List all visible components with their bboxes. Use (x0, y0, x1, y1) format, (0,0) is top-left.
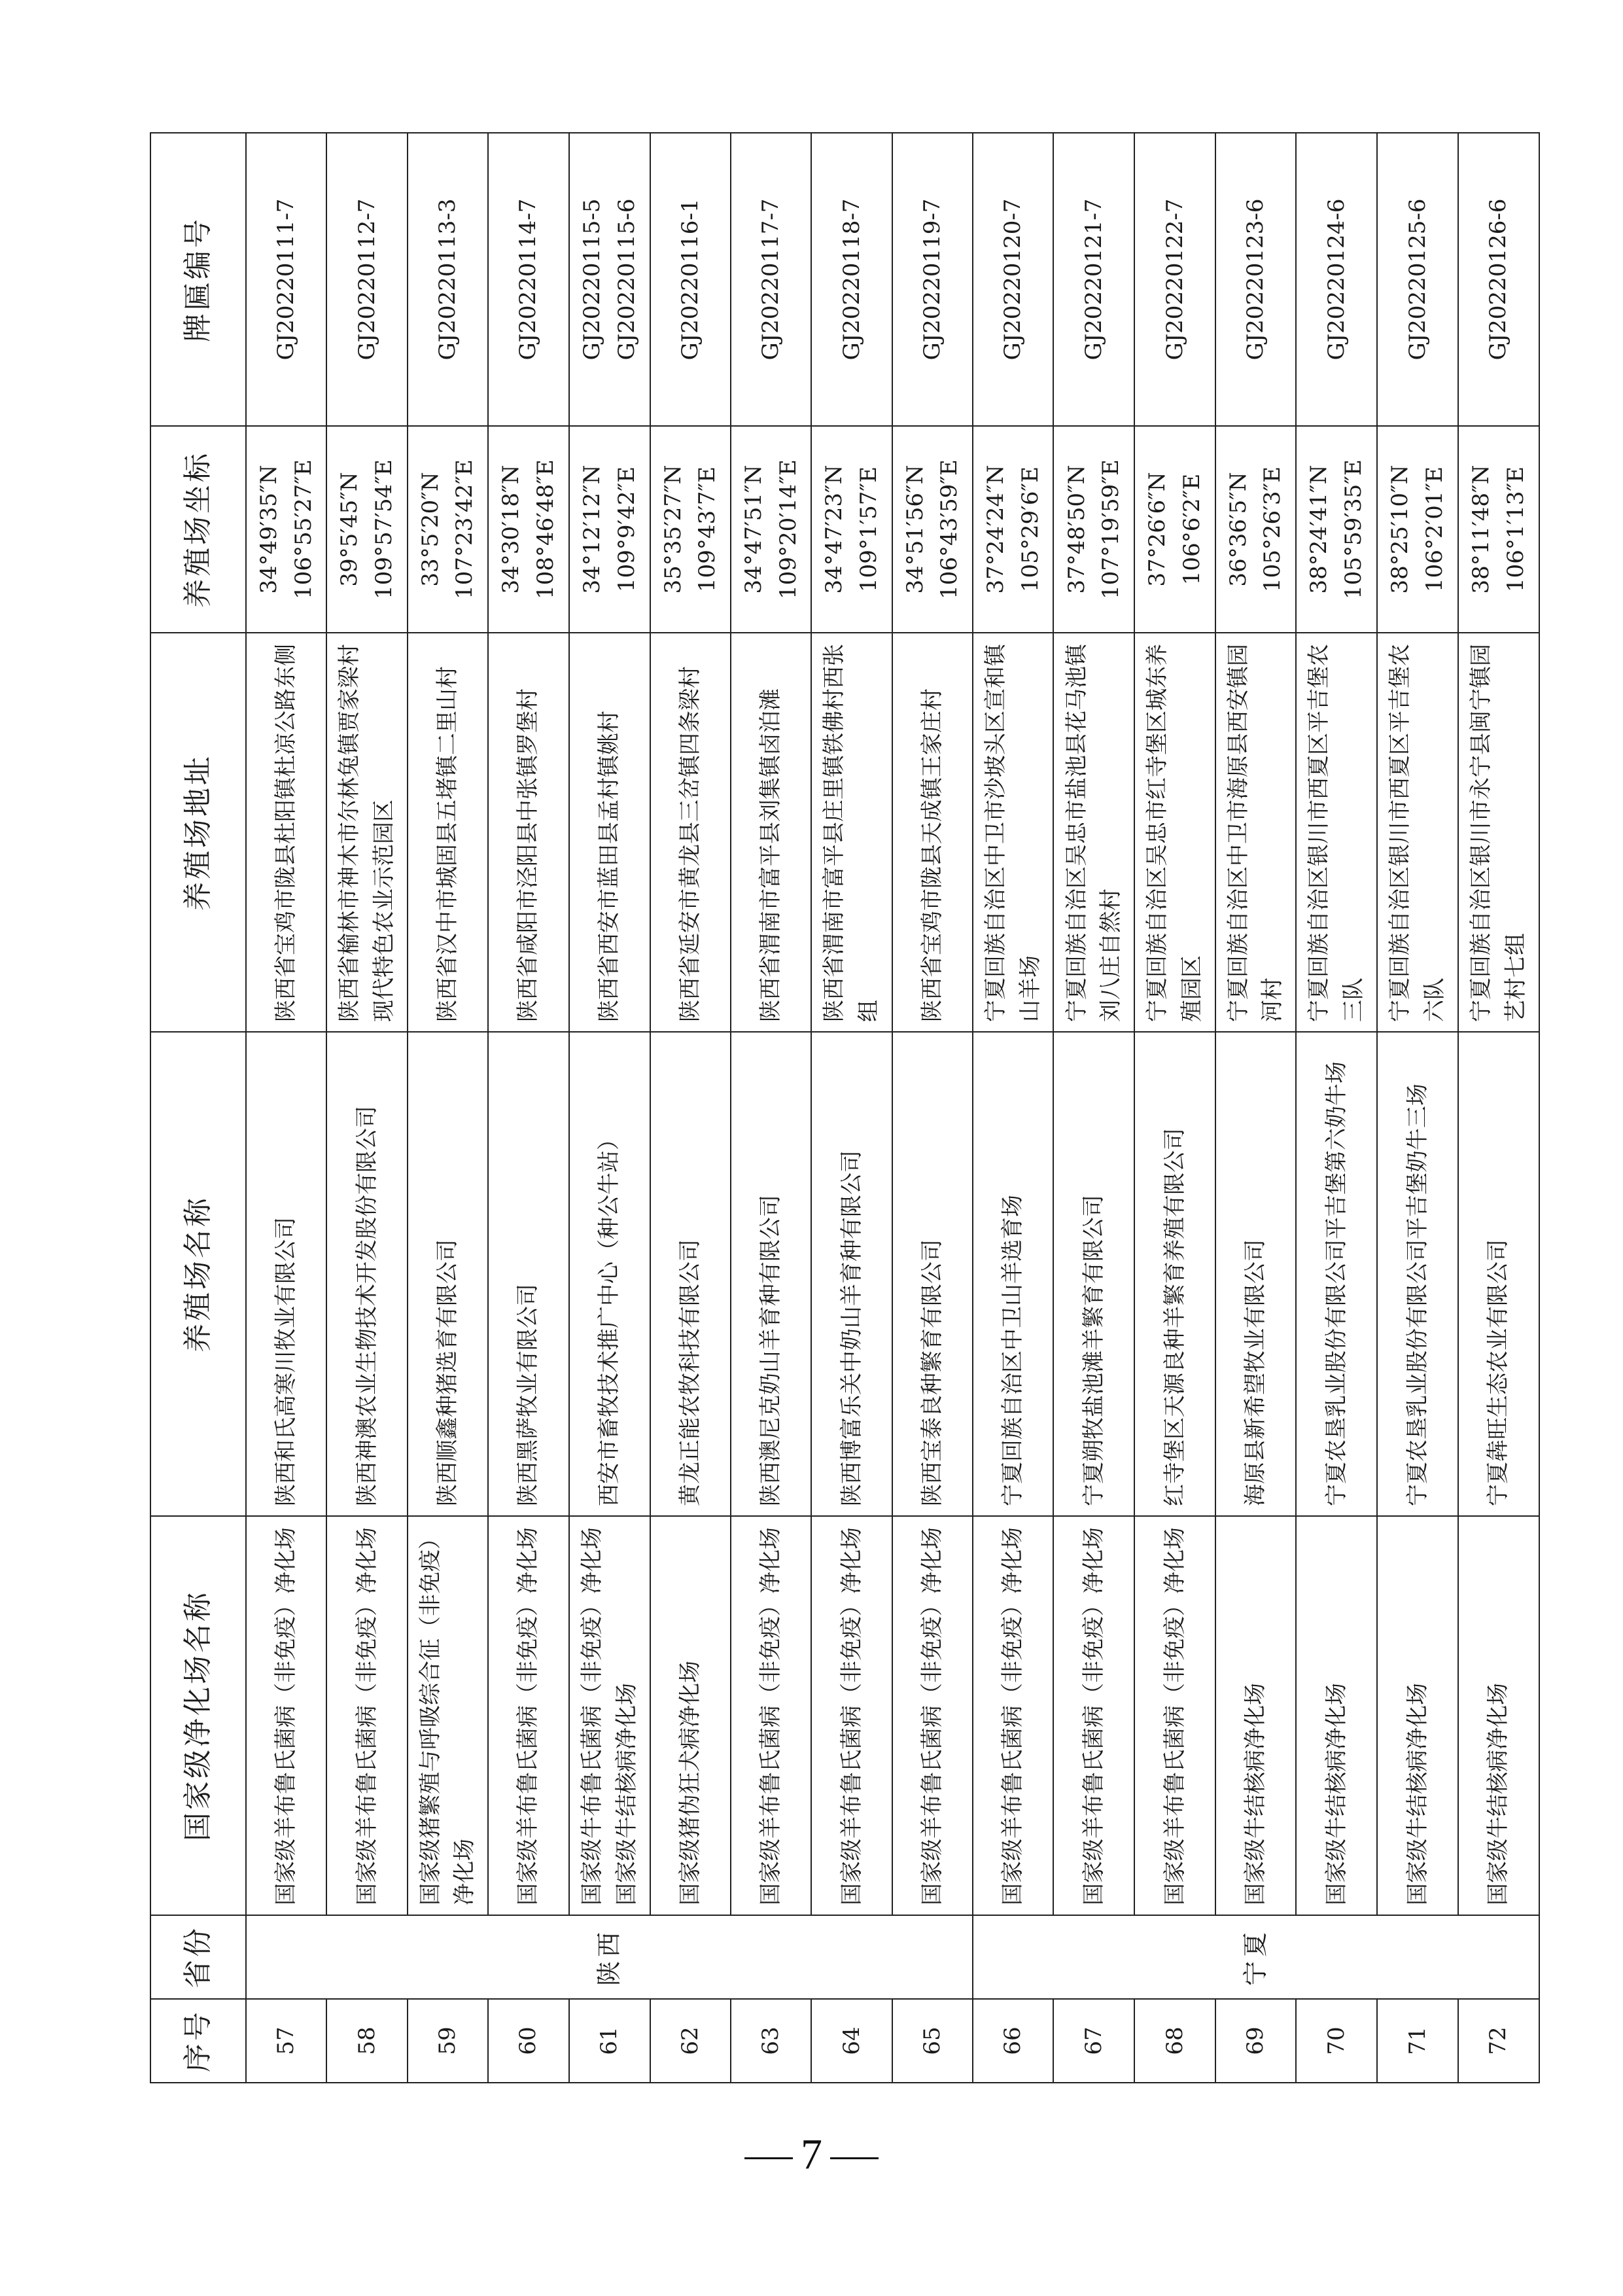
table-row (246, 133, 326, 2083)
cell-province: 宁夏 (973, 1915, 1539, 1999)
cell-farm-type: 国家级羊布鲁氏菌病（非免疫）净化场 (811, 1516, 892, 1915)
cell-plaque: GJ20220112-7 (326, 133, 407, 426)
cell-address: 陕西省汉中市城固县五堵镇二里山村 (408, 633, 488, 1032)
cell-no: 62 (650, 1999, 731, 2083)
cell-plaque: GJ20220121-7 (1053, 133, 1134, 426)
cell-address: 宁夏回族自治区银川市西夏区平吉堡农六队 (1377, 633, 1458, 1032)
cell-no: 58 (326, 1999, 407, 2083)
cell-address: 陕西省渭南市富平县庄里镇铁佛村西张组 (811, 633, 892, 1032)
cell-coords: 34°30′18″N 108°46′48″E (488, 426, 568, 633)
table-row (973, 133, 1053, 2083)
cell-farm-type: 国家级牛布鲁氏菌病（非免疫）净化场 国家级牛结核病净化场 (569, 1516, 650, 1915)
cell-no: 65 (892, 1999, 973, 2083)
cell-farm-type: 国家级牛结核病净化场 (1458, 1516, 1539, 1915)
cell-plaque: GJ20220116-1 (650, 133, 731, 426)
cell-farm-type: 国家级猪繁殖与呼吸综合征（非免疫）净化场 (408, 1516, 488, 1915)
page-number (0, 2130, 1623, 2180)
cell-address: 陕西省宝鸡市陇县杜阳镇杜凉公路东侧 (246, 633, 326, 1032)
cell-farm-name: 陕西澳尼克奶山羊育种有限公司 (731, 1032, 811, 1516)
cell-farm-name: 陕西和氏高寒川牧业有限公司 (246, 1032, 326, 1516)
header-coords: 养殖场坐标 (150, 426, 246, 633)
cell-farm-name: 宁夏回族自治区中卫山羊选育场 (973, 1032, 1053, 1516)
table-body (246, 133, 1539, 2083)
cell-no: 64 (811, 1999, 892, 2083)
page-number-dash-right (830, 2157, 879, 2159)
cell-plaque: GJ20220114-7 (488, 133, 568, 426)
table-row (1053, 133, 1134, 2083)
page-number-dash-left (744, 2157, 793, 2159)
header-province: 省份 (150, 1915, 246, 1999)
cell-coords: 34°47′51″N 109°20′14″E (731, 426, 811, 633)
table-row (1215, 133, 1296, 2083)
cell-farm-name: 陕西神澳农业生物技术开发股份有限公司 (326, 1032, 407, 1516)
cell-coords: 37°24′24″N 105°29′6″E (973, 426, 1053, 633)
table-row (1296, 133, 1377, 2083)
table-row (731, 133, 811, 2083)
cell-address: 陕西省榆林市神木市尔林兔镇贾家梁村现代特色农业示范园区 (326, 633, 407, 1032)
cell-coords: 37°26′6″N 106°6′2″E (1134, 426, 1215, 633)
cell-no: 69 (1215, 1999, 1296, 2083)
table-row (488, 133, 568, 2083)
cell-plaque: GJ20220126-6 (1458, 133, 1539, 426)
cell-plaque: GJ20220124-6 (1296, 133, 1377, 426)
cell-plaque: GJ20220117-7 (731, 133, 811, 426)
cell-address: 宁夏回族自治区中卫市海原县西安镇园河村 (1215, 633, 1296, 1032)
header-address: 养殖场地址 (150, 633, 246, 1032)
cell-farm-name: 宁夏犇旺生态农业有限公司 (1458, 1032, 1539, 1516)
cell-no: 61 (569, 1999, 650, 2083)
cell-plaque: GJ20220125-6 (1377, 133, 1458, 426)
cell-plaque: GJ20220123-6 (1215, 133, 1296, 426)
cell-coords: 38°11′48″N 106°1′13″E (1458, 426, 1539, 633)
cell-plaque: GJ20220118-7 (811, 133, 892, 426)
cell-no: 63 (731, 1999, 811, 2083)
table-row (811, 133, 892, 2083)
cell-farm-type: 国家级羊布鲁氏菌病（非免疫）净化场 (892, 1516, 973, 1915)
header-farm-name: 养殖场名称 (150, 1032, 246, 1516)
cell-coords: 38°25′10″N 106°2′01″E (1377, 426, 1458, 633)
cell-province: 陕西 (246, 1915, 973, 1999)
cell-no: 68 (1134, 1999, 1215, 2083)
header-farm-type: 国家级净化场名称 (150, 1516, 246, 1915)
cell-coords: 39°5′45″N 109°57′54″E (326, 426, 407, 633)
cell-coords: 35°35′27″N 109°43′7″E (650, 426, 731, 633)
cell-farm-type: 国家级牛结核病净化场 (1296, 1516, 1377, 1915)
cell-coords: 38°24′41″N 105°59′35″E (1296, 426, 1377, 633)
cell-farm-name: 宁夏农垦乳业股份有限公司平吉堡奶牛三场 (1377, 1032, 1458, 1516)
purification-farm-table (150, 132, 1540, 2083)
table-row (326, 133, 407, 2083)
cell-coords: 34°51′56″N 106°43′59″E (892, 426, 973, 633)
cell-address: 陕西省延安市黄龙县三岔镇四条梁村 (650, 633, 731, 1032)
cell-farm-type: 国家级牛结核病净化场 (1215, 1516, 1296, 1915)
table-row (1134, 133, 1215, 2083)
cell-no: 66 (973, 1999, 1053, 2083)
cell-farm-name: 陕西黑萨牧业有限公司 (488, 1032, 568, 1516)
cell-plaque: GJ20220120-7 (973, 133, 1053, 426)
cell-farm-type: 国家级羊布鲁氏菌病（非免疫）净化场 (1134, 1516, 1215, 1915)
cell-address: 陕西省咸阳市泾阳县中张镇罗堡村 (488, 633, 568, 1032)
cell-plaque: GJ20220111-7 (246, 133, 326, 426)
cell-farm-name: 宁夏农垦乳业股份有限公司平吉堡第六奶牛场 (1296, 1032, 1377, 1516)
cell-farm-name: 红寺堡区天源良种羊繁育养殖有限公司 (1134, 1032, 1215, 1516)
cell-farm-type: 国家级羊布鲁氏菌病（非免疫）净化场 (973, 1516, 1053, 1915)
cell-coords: 36°36′5″N 105°26′3″E (1215, 426, 1296, 633)
cell-farm-type: 国家级羊布鲁氏菌病（非免疫）净化场 (488, 1516, 568, 1915)
cell-coords: 34°47′23″N 109°1′57″E (811, 426, 892, 633)
table-header-row (150, 133, 246, 2083)
cell-farm-type: 国家级羊布鲁氏菌病（非免疫）净化场 (731, 1516, 811, 1915)
cell-address: 宁夏回族自治区吴忠市红寺堡区城东养殖园区 (1134, 633, 1215, 1032)
cell-farm-name: 西安市畜牧技术推广中心（种公牛站） (569, 1032, 650, 1516)
cell-address: 陕西省西安市蓝田县孟村镇姚村 (569, 633, 650, 1032)
table-row (569, 133, 650, 2083)
table-row (892, 133, 973, 2083)
cell-farm-name: 黄龙正能农牧科技有限公司 (650, 1032, 731, 1516)
cell-farm-type: 国家级羊布鲁氏菌病（非免疫）净化场 (1053, 1516, 1134, 1915)
header-no: 序号 (150, 1999, 246, 2083)
rotated-table-wrapper (150, 133, 1529, 2083)
cell-no: 72 (1458, 1999, 1539, 2083)
cell-coords: 34°49′35″N 106°55′27″E (246, 426, 326, 633)
cell-coords: 34°12′12″N 109°9′42″E (569, 426, 650, 633)
cell-plaque: GJ20220115-5 GJ20220115-6 (569, 133, 650, 426)
table-row (650, 133, 731, 2083)
cell-farm-name: 宁夏朔牧盐池滩羊繁育有限公司 (1053, 1032, 1134, 1516)
cell-farm-name: 陕西顺鑫种猪选育有限公司 (408, 1032, 488, 1516)
cell-address: 宁夏回族自治区吴忠市盐池县花马池镇刘八庄自然村 (1053, 633, 1134, 1032)
cell-no: 70 (1296, 1999, 1377, 2083)
cell-farm-name: 陕西博富乐关中奶山羊育种有限公司 (811, 1032, 892, 1516)
cell-address: 陕西省宝鸡市陇县天成镇王家庄村 (892, 633, 973, 1032)
cell-no: 67 (1053, 1999, 1134, 2083)
cell-plaque: GJ20220119-7 (892, 133, 973, 426)
cell-coords: 33°5′20″N 107°23′42″E (408, 426, 488, 633)
cell-no: 71 (1377, 1999, 1458, 2083)
table-row (1458, 133, 1539, 2083)
cell-farm-name: 海原县新希望牧业有限公司 (1215, 1032, 1296, 1516)
cell-no: 59 (408, 1999, 488, 2083)
cell-farm-type: 国家级猪伪狂犬病净化场 (650, 1516, 731, 1915)
header-plaque: 牌匾编号 (150, 133, 246, 426)
cell-address: 陕西省渭南市富平县刘集镇卤泊滩 (731, 633, 811, 1032)
cell-farm-type: 国家级羊布鲁氏菌病（非免疫）净化场 (326, 1516, 407, 1915)
cell-address: 宁夏回族自治区银川市西夏区平吉堡农三队 (1296, 633, 1377, 1032)
cell-plaque: GJ20220113-3 (408, 133, 488, 426)
cell-no: 60 (488, 1999, 568, 2083)
cell-plaque: GJ20220122-7 (1134, 133, 1215, 426)
cell-no: 57 (246, 1999, 326, 2083)
page-number-value: 7 (801, 2130, 822, 2178)
cell-coords: 37°48′50″N 107°19′59″E (1053, 426, 1134, 633)
table-row (1377, 133, 1458, 2083)
cell-address: 宁夏回族自治区中卫市沙坡头区宣和镇山羊场 (973, 633, 1053, 1032)
cell-address: 宁夏回族自治区银川市永宁县闽宁镇园艺村七组 (1458, 633, 1539, 1032)
table-row (408, 133, 488, 2083)
cell-farm-type: 国家级牛结核病净化场 (1377, 1516, 1458, 1915)
cell-farm-type: 国家级羊布鲁氏菌病（非免疫）净化场 (246, 1516, 326, 1915)
cell-farm-name: 陕西宝泰良种繁育有限公司 (892, 1032, 973, 1516)
